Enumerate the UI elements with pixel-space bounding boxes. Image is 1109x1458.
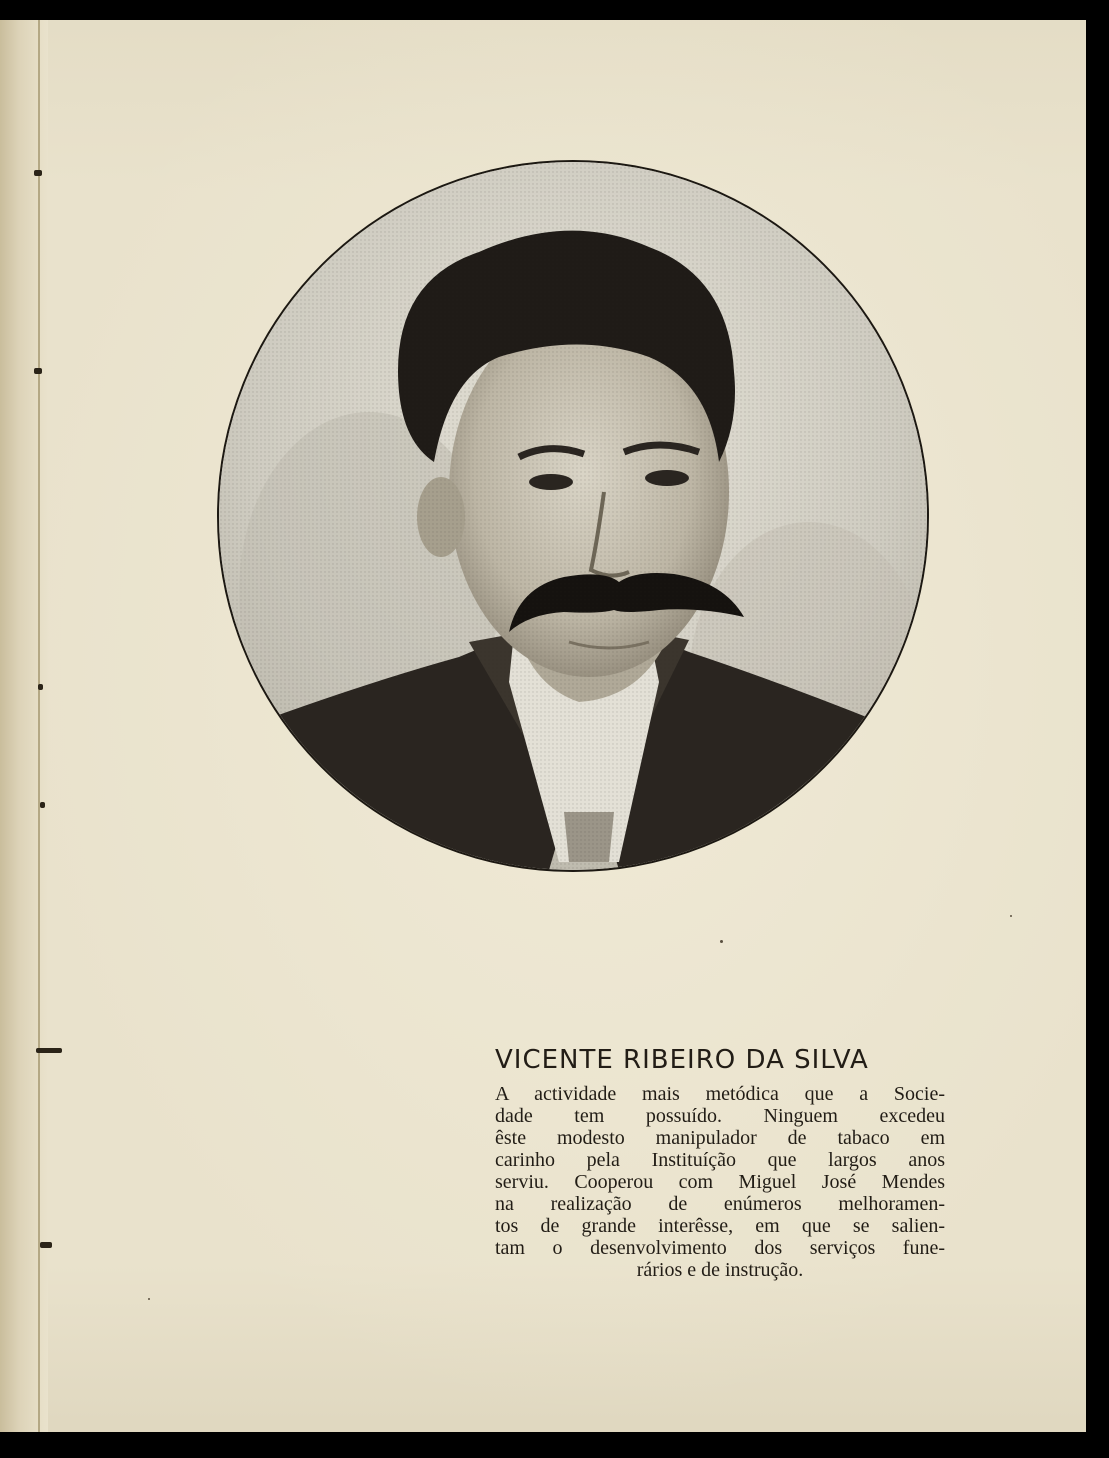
binding-stitch [40,802,45,808]
caption-text [495,1083,945,1281]
book-page [0,20,1086,1432]
caption-line: carinho pela Instituíção que largos anos [495,1149,945,1171]
binding-stitch [34,368,42,374]
binding-stitch [38,684,43,690]
spine-fold-line [38,20,40,1432]
caption-line: tam o desenvolvimento dos serviços fune- [495,1237,945,1259]
book-spine [0,20,48,1432]
caption-line: dade tem possuído. Ninguem excedeu [495,1105,945,1127]
binding-stitch [36,1048,62,1053]
caption-block [495,1045,945,1281]
caption-line: A actividade mais metódica que a Socie- [495,1083,945,1105]
caption-line: tos de grande interêsse, em que se salien- [495,1215,945,1237]
paper-speck [148,1298,150,1300]
halftone-texture [219,162,927,870]
caption-line: êste modesto manipulador de tabaco em [495,1127,945,1149]
binding-stitch [40,1242,52,1248]
portrait-name-heading: VICENTE RIBEIRO DA SILVA [495,1045,869,1075]
caption-line: rários e de instrução. [636,1259,804,1281]
caption-line: serviu. Cooperou com Miguel José Mendes [495,1171,945,1193]
paper-speck [1010,915,1012,917]
portrait-illustration [219,162,927,870]
caption-line: na realização de enúmeros melhoramen- [495,1193,945,1215]
paper-speck [720,940,723,943]
portrait-photo [217,160,929,872]
binding-stitch [34,170,42,176]
